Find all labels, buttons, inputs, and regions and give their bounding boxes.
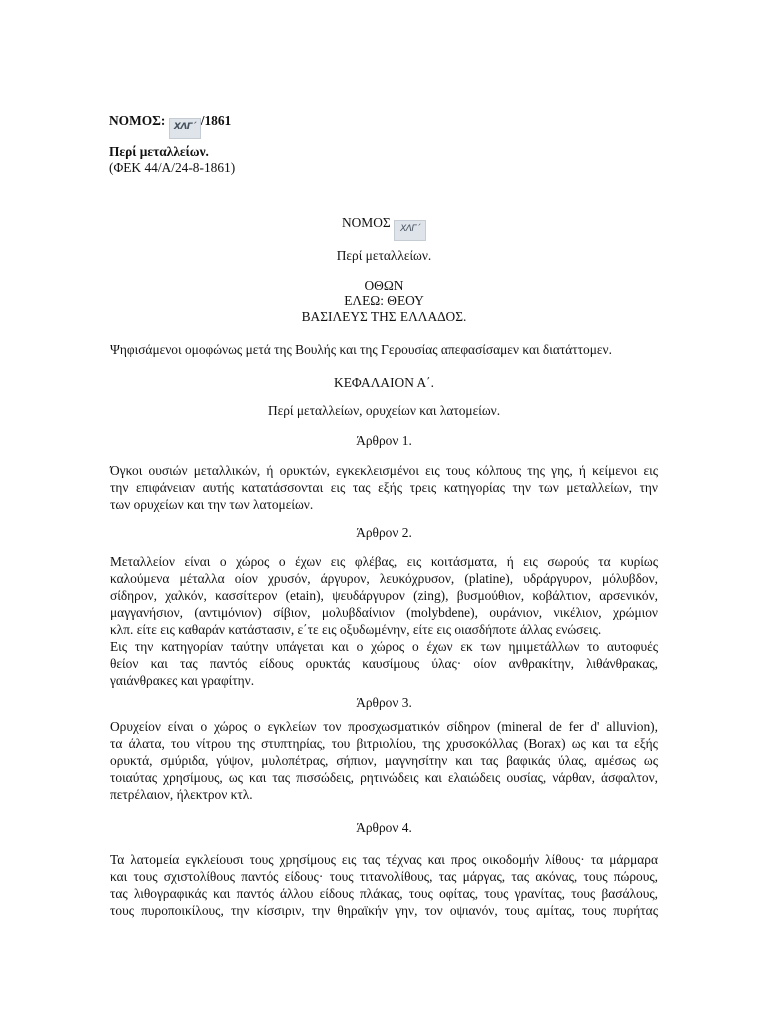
article-4-body [110,851,658,919]
enactment-clause: Ψηφισάμενοι ομοφώνως μετά της Βουλής και της Γερουσίας απεφασίσαμεν και διατάττομεν. [110,342,612,357]
king-name: ΟΘΩΝ [364,278,404,293]
article-3-line: πετρέλαιον, ήλεκτρον κτλ. [110,787,253,802]
article-2-line: σίδηρον, χαλκόν, κασσίτερον (etain), ψευδάργυρον (zing), βυσμούθιον, κοβάλτιον, αρσενικόν, [110,588,658,603]
article-4-line: τους πυροποικίλους, την κίσσιριν, την θηραϊκήν γην, τον οψιανόν, τους αμίτας, τους πυρήτας [110,903,658,918]
article-3-heading: Άρθρον 3. [356,695,412,710]
law-title-line [109,113,231,139]
article-2-line: μαγγανήσιον, (αντιμόνιον) σίβιον, μολυβδαίνιον (molybdene), ουράνιον, νικέλιον, χρώμιον [110,605,658,620]
article-1-body [110,462,658,513]
article-4-line: και τους σχιστολίθους παντός είδους· τους τιτανολίθους, τας μάργας, τας ακόνας, τους πώρους, [110,869,658,884]
article-2-line: θείον και τας παντός είδους ορυκτάς καυσίμους ύλας· οίον ανθρακίτην, λιθάνθρακας, [110,656,658,671]
grace-of-god: ΕΛΕΩ: ΘΕΟΥ [344,293,424,308]
article-2-line: γαιάνθρακες και γραφίτην. [110,673,255,688]
article-3-line: τα άλατα, του νίτρου της στυπτηρίας, του βιτριολίου, της χρυσοκόλλας (Borax) ως και τα εξής [110,736,658,751]
chapter-title: Περί μεταλλείων, ορυχείων και λατομείων. [267,403,501,418]
article-2-line: Μεταλλείον είναι ο χώρος ο έχων εις φλέβας, εις κοιτάσματα, ή εις σωρούς τα κυρίως [110,554,658,569]
chapter-heading: ΚΕΦΑΛΑΙΟΝ Α΄. [334,375,434,390]
king-title: ΒΑΣΙΛΕΥΣ ΤΗΣ ΕΛΛΑΔΟΣ. [301,309,467,324]
preamble-law-line [0,215,768,241]
law-number-stamp: ΧΛΓ΄ [169,118,201,139]
article-2-line: καλούμενα μέταλλα οίον χρυσόν, άργυρον, λευκόχρυσον, (platine), υδράργυρον, μόλυβδον, [110,571,658,586]
article-2-line: κλπ. είτε εις καθαράν κατάστασιν, ε΄τε εις οξυδωμένην, είτε εις οιασδήποτε άλλας ενώσεις. [110,622,602,637]
gazette-reference: (ΦΕΚ 44/Α/24-8-1861) [109,160,236,175]
article-3-body [110,718,658,803]
law-label: ΝΟΜΟΣ: [109,113,166,128]
article-4-heading: Άρθρον 4. [356,820,412,835]
article-1-line: των ορυχείων και την των λατομείων. [110,497,314,512]
law-year: /1861 [200,113,232,128]
article-2-body [110,553,658,689]
article-4-line: τας λιθογραφικάς και παντός άλλου είδους πλάκας, τους οφίτας, τους γρανίτας, τους βασάλους, [110,886,658,901]
preamble-subject: Περί μεταλλείων. [336,248,432,263]
article-1-heading: Άρθρον 1. [356,433,412,448]
article-2-heading: Άρθρον 2. [356,525,412,540]
article-3-line: ορυκτά, σμύριδα, γύψον, μυλοπέτρας, σήπιον, μαγνησίτην και τας βαφικάς ύλας, αμέσως ως [110,753,658,768]
article-4-line: Τα λατομεία εγκλείουσι τους χρησίμους εις τας τέχνας και προς οικοδομήν λίθους· τα μάρμαρα [110,852,658,867]
law-subject: Περί μεταλλείων. [109,144,209,159]
preamble-law-label: ΝΟΜΟΣ [341,215,391,230]
preamble-law-number-stamp: ΧΛΓ΄ [394,220,426,241]
article-2-line: Εις την κατηγορίαν ταύτην υπάγεται και ο χώρος ο έχων εκ των ημιμετάλλων το αυτοφυές [110,639,658,654]
article-3-line: τοιαύτας χρησίμους, ως και τας πισσώδεις, ρητινώδεις και ελαιώδεις ουσίας, νάρθαν, άσφαλτον, [110,770,658,785]
article-1-line: Όγκοι ουσιών μεταλλικών, ή ορυκτών, εγκεκλεισμένοι εις τους κόλπους της γης, ή κείμενοι εις [110,463,658,478]
article-3-line: Ορυχείον είναι ο χώρος ο εγκλείων τον προσχωσματικόν σίδηρον (mineral de fer d' alluvion), [110,719,658,734]
article-1-line: την επιφάνειαν αυτής κατατάσσονται εις τας εξής τρεις κατηγορίας την των μεταλλείων, την [110,480,658,495]
